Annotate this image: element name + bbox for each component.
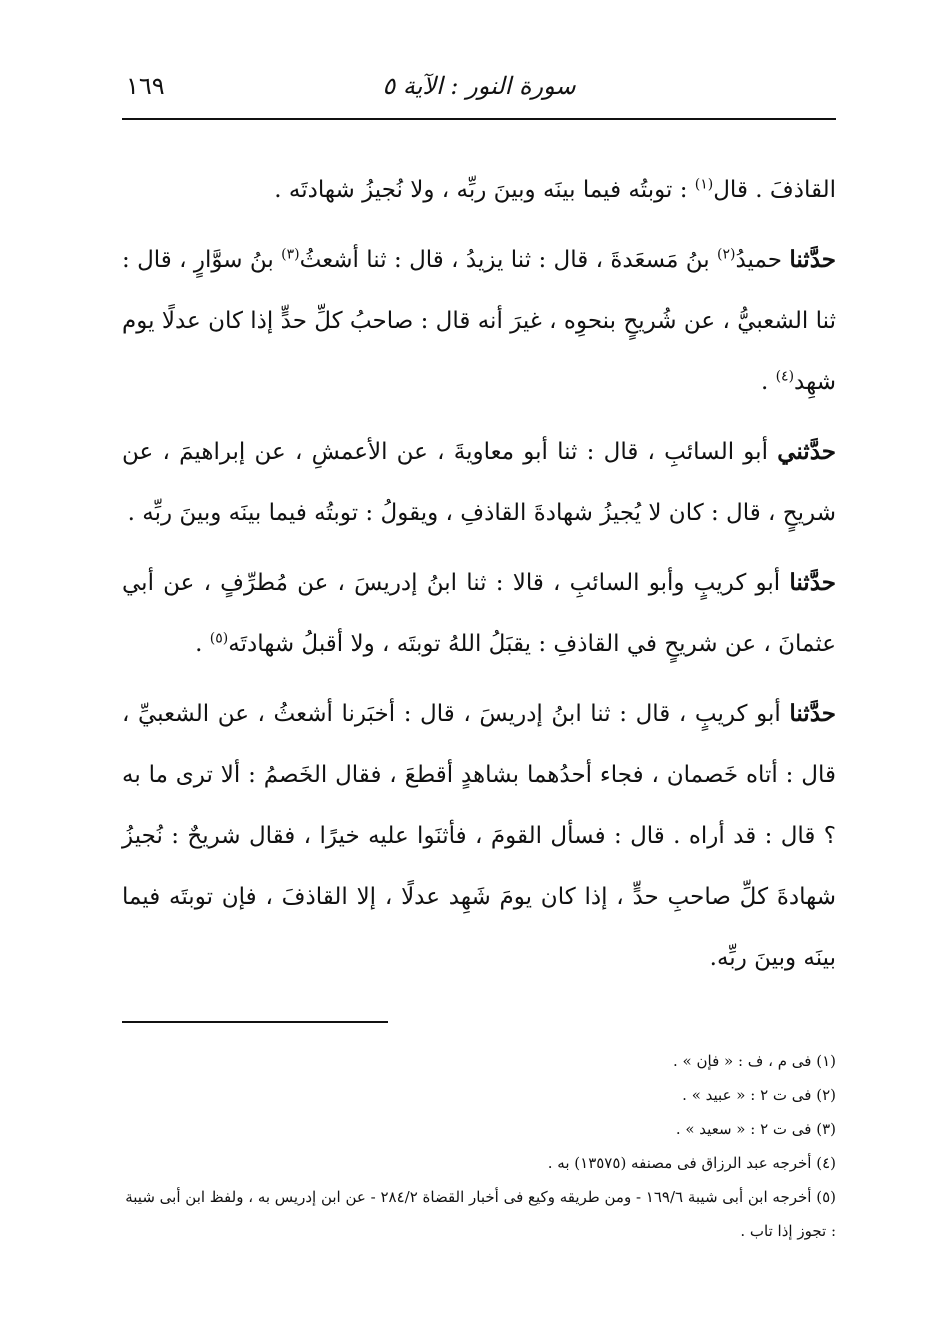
text-segment: أبو كريبٍ وأبو السائبِ ، قالا : ثنا ابنُ إدريسَ ، عن مُطرِّفٍ ، عن أبي عثمانَ ، عن شريحٍ في القاذفِ : يقبَلُ اللهُ توبتَه ، ولا أقبلُ شهادتَه: [122, 570, 836, 657]
text-segment: أبو السائبِ ، قال : ثنا أبو معاويةَ ، عن الأعمشِ ، عن إبراهيمَ ، عن شريحٍ ، قال : كان لا يُجيزُ شهادةَ القاذفِ ، ويقولُ : توبتُه فيما بينَه وبينَ ربِّه .: [122, 439, 836, 526]
narration-keyword: حدَّثنا: [789, 569, 836, 596]
footnote-divider: [122, 1021, 388, 1023]
narration-keyword: حدَّثنا: [789, 246, 836, 273]
footnote: (٤) أخرجه عبد الرزاق فى مصنفه (١٣٥٧٥) به .: [547, 1154, 836, 1172]
text-segment: القاذفَ . قال: [713, 177, 836, 203]
paragraph: [122, 421, 836, 544]
footnote-reference: (٢): [717, 246, 736, 263]
footnote: (٥) أخرجه ابن أبى شيبة ١٦٩/٦ - ومن طريقه وكيع فى أخبار القضاة ٢٨٤/٢ - عن ابن إدريس به ، ولفظ ابن أبى شيبة : تجوز إذا تاب .: [125, 1188, 836, 1240]
text-segment: حميدُ: [735, 247, 790, 273]
text-segment: أبو كريبٍ ، قال : ثنا ابنُ إدريسَ ، قال : أخبَرنا أشعثُ ، عن الشعبيِّ ، قال : أتاه خَصمان ، فجاء أحدُهما بشاهدٍ أقطعَ ، فقال الخَصمُ : ألا ترى ما به ؟ قال : قد أراه . قال : فسأل القومَ ، فأثنَوا عليه خيرًا ، فقال شريحٌ : نُجيزُ شهادةَ كلِّ صاحبِ حدٍّ ، إذا كان يومَ شَهِد عدلًا ، إلا القاذفَ ، فإن توبتَه فيما بينَه وبينَ ربِّه.: [122, 701, 836, 971]
footnote-reference: (٤): [775, 368, 795, 385]
paragraph: [122, 160, 836, 221]
text-segment: بنُ مَسعَدةَ ، قال : ثنا يزيدُ ، قال : ثنا أشعثُ: [299, 247, 718, 273]
footnote-reference: (٥): [209, 630, 229, 647]
paragraph: [122, 683, 836, 989]
footnote: (٢) فى ت ٢ : « عبيد » .: [682, 1086, 836, 1104]
chapter-title: سورة النور : الآية ٥: [382, 72, 576, 100]
footnote-reference: (١): [694, 176, 714, 193]
paragraph: [122, 552, 836, 675]
text-segment: بنُ سوَّارٍ ، قال : ثنا الشعبيُّ ، عن شُريحٍ بنحوِه ، غيرَ أنه قال : صاحبُ كلِّ حدٍّ إذا كان عدلًا يوم شهِد: [122, 247, 836, 395]
running-header: [122, 72, 836, 112]
page-number: ١٦٩: [126, 72, 165, 100]
header-divider: [122, 118, 836, 120]
text-segment: .: [195, 631, 210, 657]
narration-keyword: حدَّثني: [777, 438, 836, 465]
footnote: (٣) فى ت ٢ : « سعيد » .: [675, 1120, 836, 1138]
footnote: (١) فى م ، ف : « فإن » .: [673, 1052, 836, 1070]
main-text: [122, 160, 836, 997]
text-segment: .: [760, 369, 776, 395]
narration-keyword: حدَّثنا: [789, 700, 836, 727]
footnotes: [122, 1044, 836, 1248]
paragraph: [122, 229, 836, 413]
text-segment: : توبتُه فيما بينَه وبينَ ربِّه ، ولا نُجيزُ شهادتَه .: [274, 177, 695, 203]
footnote-reference: (٣): [281, 246, 300, 263]
